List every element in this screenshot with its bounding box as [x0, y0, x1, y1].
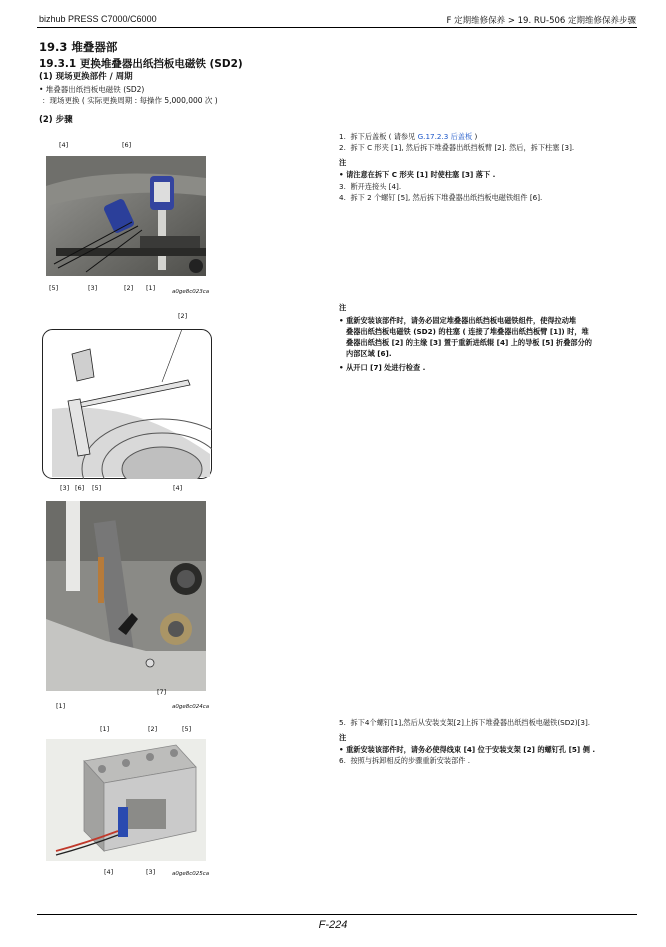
note-label: 注 — [339, 303, 347, 312]
step-5: 5. 拆下4个螺钉[1],然后从安装支架[2]上拆下堆叠器出纸挡板电磁铁(SD2)[3]. — [339, 718, 591, 727]
figure-callout: [2] — [124, 284, 134, 292]
note-line: 叠器出纸挡板电磁铁 (SD2) 的柱塞 ( 连接了堆叠器出纸挡板臂 [1]) 时，堆 — [346, 327, 589, 336]
figure-callout: [3] — [146, 868, 156, 876]
figure-callout: [4] — [104, 868, 114, 876]
solenoid-unit-photo — [46, 739, 206, 861]
figure-callout: [5] — [49, 284, 59, 292]
note-item: • 请注意在拆下 C 形夹 [1] 时使柱塞 [3] 落下 . — [339, 170, 496, 179]
back-cover-link[interactable]: G.17.2.3 后盖板 — [417, 132, 473, 141]
section-heading: 19.3 堆叠器部 — [39, 40, 118, 54]
solenoid-photo — [46, 156, 206, 276]
figure-callout: [2] — [148, 725, 158, 733]
figure-callout: [6] — [122, 141, 132, 149]
parts-heading: (1) 现场更换部件 / 周期 — [39, 72, 133, 82]
figure-callout: [1] — [146, 284, 156, 292]
step-4: 4. 拆下 2 个螺钉 [5], 然后拆下堆叠器出纸挡板电磁铁组件 [6]. — [339, 193, 543, 202]
note-line: 叠器出纸挡板 [2] 的主缘 [3] 置于重新进纸辊 [4] 上的导板 [5] 折叠部分的 — [346, 338, 592, 347]
note-label: 注 — [339, 733, 347, 742]
step-3: 3. 断开连接头 [4]. — [339, 182, 402, 191]
parts-bullet: • 堆叠器出纸挡板电磁铁 (SD2) — [39, 85, 145, 94]
procedure-heading: (2) 步骤 — [39, 115, 73, 125]
figure-callout: [3] — [88, 284, 98, 292]
step-6: 6. 按照与拆卸相反的步骤重新安装部件 . — [339, 756, 471, 765]
step-1: 1. 拆下后盖板 ( 请参见 G.17.2.3 后盖板 ) — [339, 132, 478, 141]
zoom-pointer — [128, 479, 156, 501]
note-item: • 重新安装该部件时，请务必使得线束 [4] 位于安装支架 [2] 的螺钉孔 [5] 侧 . — [339, 745, 596, 754]
figure-callout: [4] — [173, 484, 183, 492]
note-label: 注 — [339, 158, 347, 167]
step-2: 2. 拆下 C 形夹 [1], 然后拆下堆叠器出纸挡板臂 [2]. 然后，拆下柱塞 [3]. — [339, 143, 575, 152]
figure-callout: [2] — [178, 312, 188, 320]
header-title: bizhub PRESS C7000/C6000 — [39, 14, 157, 24]
note-line: • 重新安装该部件时，请务必固定堆叠器出纸挡板电磁铁组件，使得拉动堆 — [339, 316, 577, 325]
figure-callout: [7] — [157, 688, 167, 696]
figure-callout: [5] — [182, 725, 192, 733]
figure-callout: [4] — [59, 141, 69, 149]
header-breadcrumb: F 定期维修保养 > 19. RU-506 定期维修保养步骤 — [446, 16, 636, 26]
footer-divider — [37, 914, 637, 915]
note-line: 内部区域 [6]. — [346, 349, 392, 358]
figure-code: a0ge8c025ca — [172, 871, 210, 877]
subsection-heading: 19.3.1 更换堆叠器出纸挡板电磁铁 (SD2) — [39, 58, 243, 70]
parts-bullet-sub: ：现场更换 ( 实际更换周期 : 每操作 5,000,000 次 ) — [42, 96, 218, 105]
figure-callout: [3] — [60, 484, 70, 492]
figure-callout: [1] — [56, 702, 66, 710]
page-number: F-224 — [318, 919, 348, 931]
figure-callout: [5] — [92, 484, 102, 492]
figure-callout: [6] — [75, 484, 85, 492]
opening-photo — [46, 501, 206, 691]
figure-callout: [1] — [100, 725, 110, 733]
detail-illustration — [42, 329, 212, 479]
figure-code: a0ge8c024ca — [172, 704, 210, 710]
header-divider — [37, 27, 637, 28]
note-line: • 从开口 [7] 处进行检查 . — [339, 363, 426, 372]
figure-code: a0ge8c023ca — [172, 289, 210, 295]
